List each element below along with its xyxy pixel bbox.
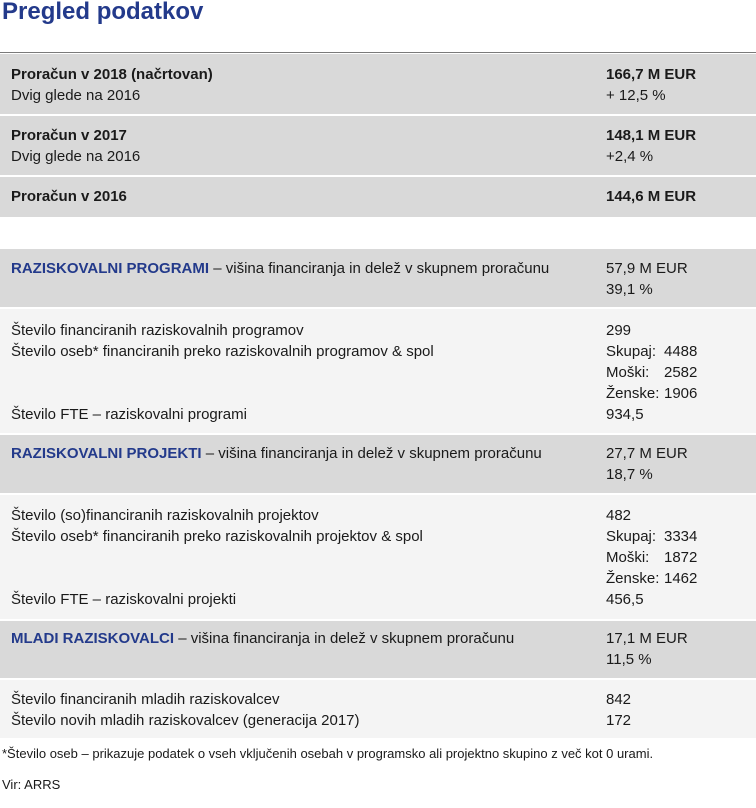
programs-count-label: Število financiranih raziskovalnih programov bbox=[11, 322, 304, 339]
projects-header-row bbox=[0, 435, 756, 493]
young-share-suffix: – višina financiranja in delež v skupnem proračunu bbox=[174, 630, 515, 647]
young-count-label: Število financiranih mladih raziskovalcev bbox=[11, 691, 280, 708]
projects-share-suffix: – višina financiranja in delež v skupnem proračunu bbox=[201, 445, 542, 462]
programs-amount: 57,9 M EUR bbox=[606, 260, 688, 277]
budget-2017-label: Proračun v 2017 bbox=[11, 127, 127, 144]
budget-2017-row bbox=[0, 116, 756, 175]
projects-details-row bbox=[0, 495, 756, 619]
projects-male: 1872 bbox=[664, 549, 698, 566]
budget-2016-row bbox=[0, 177, 756, 217]
young-header-row bbox=[0, 621, 756, 678]
projects-amount: 27,7 M EUR bbox=[606, 445, 688, 462]
budget-2017-growth-label: Dvig glede na 2016 bbox=[11, 148, 141, 165]
programs-persons-label: Število oseb* financiranih preko raziskovalnih programov & spol bbox=[11, 343, 434, 360]
projects-share: 18,7 % bbox=[606, 466, 653, 483]
projects-count-label: Število (so)financiranih raziskovalnih projektov bbox=[11, 507, 319, 524]
programs-share: 39,1 % bbox=[606, 281, 653, 298]
top-divider bbox=[0, 52, 756, 53]
budget-2018-value: 166,7 M EUR bbox=[606, 66, 697, 83]
programs-female-label: Ženske: bbox=[606, 385, 660, 402]
young-share: 11,5 % bbox=[606, 651, 652, 668]
programs-details-row bbox=[0, 309, 756, 433]
projects-count: 482 bbox=[606, 507, 632, 524]
young-amount: 17,1 M EUR bbox=[606, 630, 688, 647]
footnote: *Število oseb – prikazuje podatek o vseh vključenih osebah v programsko ali projektno skupino z več kot 0 urami. bbox=[2, 746, 654, 761]
projects-female: 1462 bbox=[664, 570, 698, 587]
projects-female-label: Ženske: bbox=[606, 570, 660, 587]
projects-fte-label: Število FTE – raziskovalni projekti bbox=[11, 591, 237, 608]
programs-female: 1906 bbox=[664, 385, 698, 402]
budget-2018-label: Proračun v 2018 (načrtovan) bbox=[11, 66, 213, 83]
young-name: MLADI RAZISKOVALCI bbox=[11, 630, 175, 647]
budget-2018-growth-label: Dvig glede na 2016 bbox=[11, 87, 141, 104]
projects-total-label: Skupaj: bbox=[606, 528, 657, 545]
projects-fte: 456,5 bbox=[606, 591, 644, 608]
budget-2017-growth: +2,4 % bbox=[606, 148, 654, 165]
projects-name: RAZISKOVALNI PROJEKTI bbox=[11, 445, 202, 462]
budget-2016-label: Proračun v 2016 bbox=[11, 188, 127, 205]
projects-male-label: Moški: bbox=[606, 549, 650, 566]
programs-count: 299 bbox=[606, 322, 632, 339]
programs-male-label: Moški: bbox=[606, 364, 650, 381]
programs-fte: 934,5 bbox=[606, 406, 644, 423]
programs-total-label: Skupaj: bbox=[606, 343, 657, 360]
young-new-label: Število novih mladih raziskovalcev (generacija 2017) bbox=[11, 712, 360, 729]
programs-total: 4488 bbox=[664, 343, 698, 360]
source-note: Vir: ARRS bbox=[2, 777, 61, 792]
budget-2018-row bbox=[0, 54, 756, 114]
budget-2017-value: 148,1 M EUR bbox=[606, 127, 697, 144]
programs-name: RAZISKOVALNI PROGRAMI bbox=[11, 260, 210, 277]
programs-share-suffix: – višina financiranja in delež v skupnem proračunu bbox=[209, 260, 550, 277]
projects-total: 3334 bbox=[664, 528, 698, 545]
young-details-row bbox=[0, 680, 756, 738]
young-count: 842 bbox=[606, 691, 632, 708]
page-title: Pregled podatkov bbox=[2, 0, 204, 25]
budget-2016-value: 144,6 M EUR bbox=[606, 188, 697, 205]
budget-2018-growth: + 12,5 % bbox=[606, 87, 666, 104]
programs-header-row bbox=[0, 249, 756, 307]
programs-fte-label: Število FTE – raziskovalni programi bbox=[11, 406, 247, 423]
programs-male: 2582 bbox=[664, 364, 698, 381]
projects-persons-label: Število oseb* financiranih preko raziskovalnih projektov & spol bbox=[11, 528, 423, 545]
young-new: 172 bbox=[606, 712, 632, 729]
